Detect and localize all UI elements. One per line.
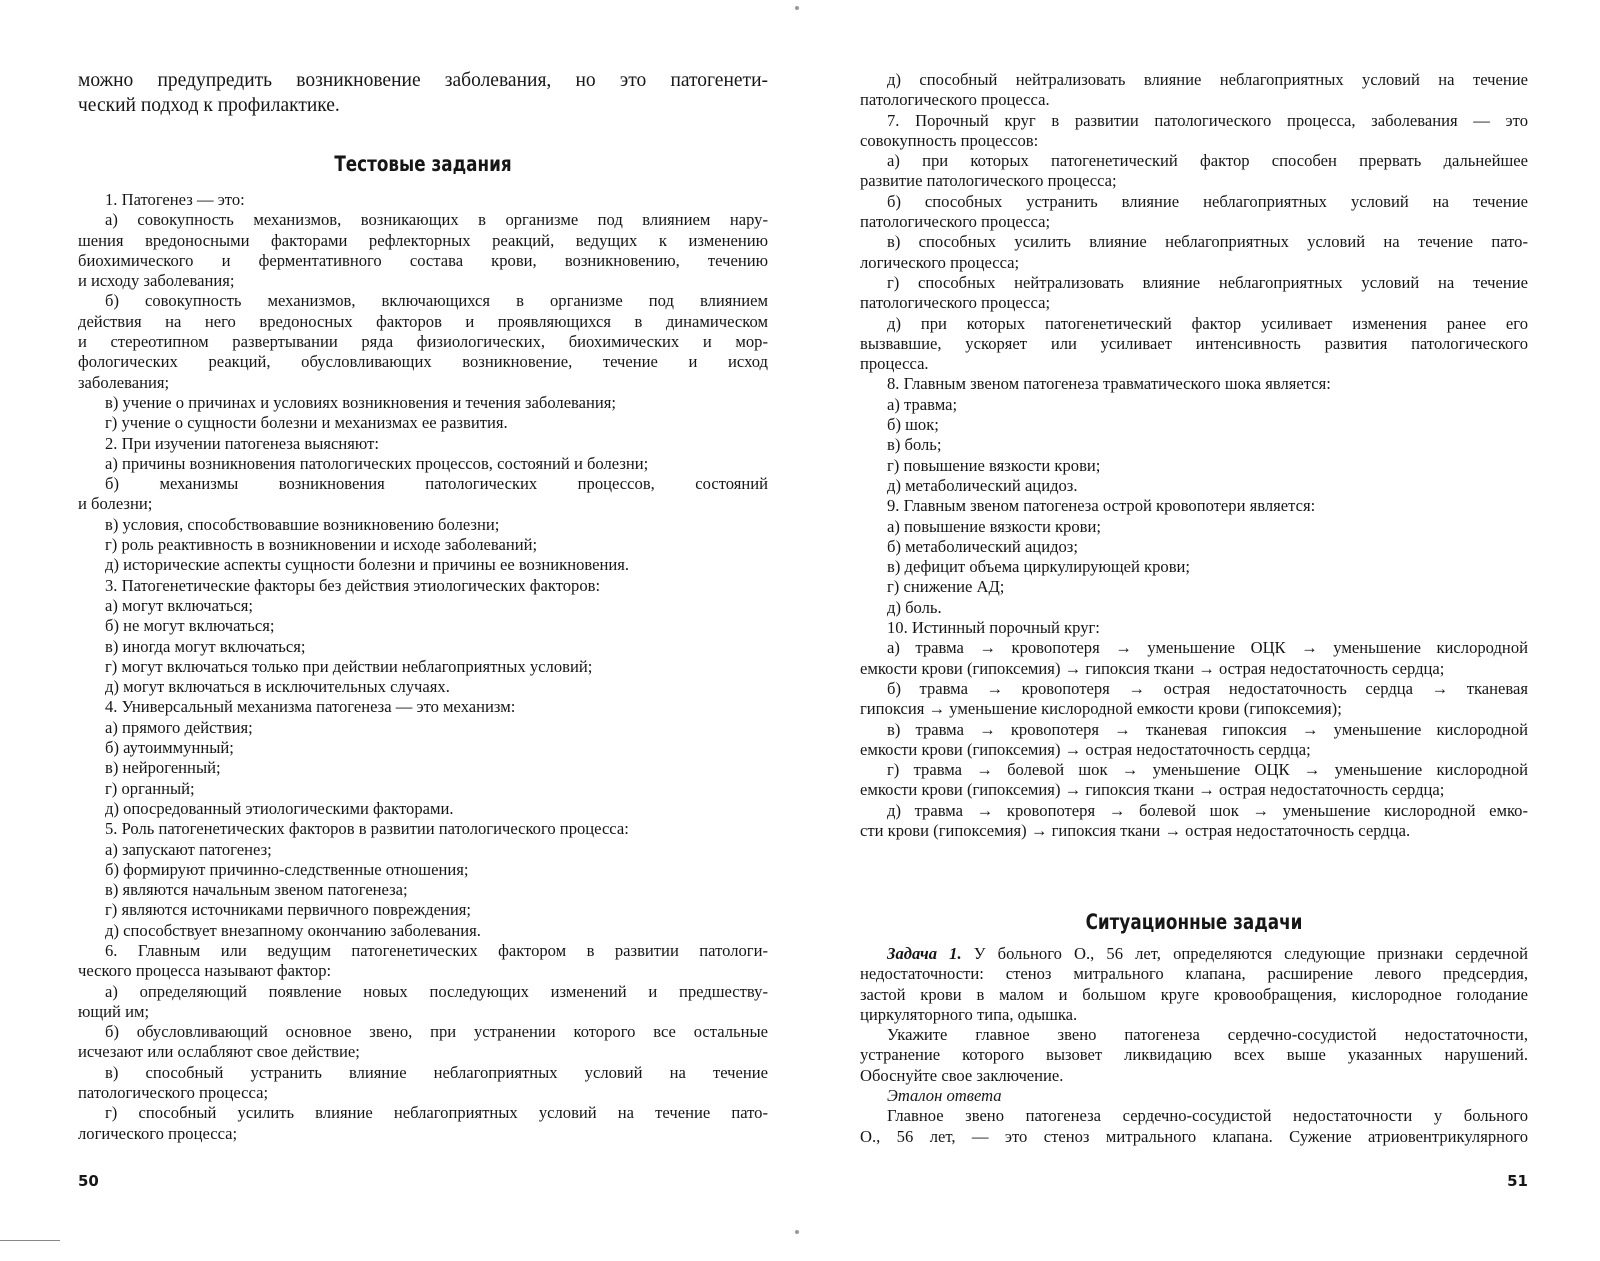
text-line: исчезают или ослабляют свое действие; [78,1042,360,1062]
text-line: 9. Главным звеном патогенеза острой кровопотери является: [887,496,1316,516]
text-line: в) боль; [887,435,942,455]
text-line: логического процесса; [860,252,1020,272]
text-line: б) шок; [887,415,939,435]
text-line: в) являются начальным звеном патогенеза; [105,880,408,900]
right-page [860,0,1528,1261]
text-line: а) травма → кровопотеря → уменьшение ОЦК → уменьшение кислородной [887,638,1528,658]
text-line: Укажите главное звено патогенеза сердечно-сосудистой недостаточности, [887,1025,1528,1045]
page-number-left: 50 [78,1172,99,1190]
text-line: действия на него вредоносных факторов и проявляющихся в динамическом [78,311,768,331]
text-line: д) опосредованный этиологическими факторами. [105,798,454,818]
text-line: 5. Роль патогенетических факторов в развитии патологического процесса: [105,819,629,839]
text-line: патологического процесса; [860,293,1051,313]
text-line: недостаточности: стеноз митрального клапана, расширение левого предсердия, [860,964,1528,984]
text-line: сти крови (гипоксемия) → гипоксия ткани → острая недостаточность сердца. [860,820,1411,840]
text-line: фологических реакций, обусловливающих возникновение, течение и исход [78,352,768,372]
text-line: устранение которого вызовет ликвидацию всех выше указанных нарушений. [860,1045,1528,1065]
text-line: д) боль. [887,597,942,617]
text-line: д) исторические аспекты сущности болезни и причины ее возникновения. [105,555,630,575]
text-line: 6. Главным или ведущим патогенетических фактором в развитии патологи- [105,940,768,960]
gutter-mark-bottom [795,1230,799,1234]
text-line: в) дефицит объема циркулирующей крови; [887,557,1191,577]
text-line: застой крови в малом и большом круге кровообращения, кислородное голодание [860,984,1528,1004]
text-line: г) снижение АД; [887,577,1005,597]
scan-edge-line [0,1240,60,1241]
text-line: 1. Патогенез — это: [105,190,245,209]
text-line: емкости крови (гипоксемия) → гипоксия ткани → острая недостаточность сердца; [860,658,1445,678]
text-line: 10. Истинный порочный круг: [887,618,1100,638]
left-page [78,0,768,1261]
text-line: а) совокупность механизмов, возникающих в организме под влиянием нару- [105,210,768,230]
text-line: Эталон ответа [887,1086,1002,1106]
page-number-right: 51 [1507,1172,1528,1190]
section-heading-situational-tasks: Ситуационные задачи [1085,910,1303,934]
test-questions-continued-block [860,70,1528,841]
text-line [860,944,1528,964]
text-line: б) механизмы возникновения патологических процессов, состояний [105,474,768,494]
text-line: и стереотипном развертывании ряда физиологических, биохимических и мор- [78,332,768,352]
text-line: г) способных нейтрализовать влияние неблагоприятных условий на течение [887,272,1528,292]
text-line: а) прямого действия; [105,717,253,737]
section-heading-test-tasks: Тестовые задания [334,152,512,176]
text-line: г) повышение вязкости крови; [887,455,1101,475]
text-line: Главное звено патогенеза сердечно-сосудистой недостаточности у больного [887,1106,1528,1126]
text-line: г) органный; [105,778,195,798]
text-line: в) травма → кровопотеря → тканевая гипоксия → уменьшение кислородной [887,719,1528,739]
gutter-mark-top [795,6,799,10]
task-1-block [860,944,1528,1147]
text-line: Обоснуйте свое заключение. [860,1065,1064,1085]
text-line: совокупность процессов: [860,130,1039,150]
text-line: биохимического и ферментативного состава крови, возникновению, течению [78,250,768,270]
text-line: д) травма → кровопотеря → болевой шок → уменьшение кислородной емко- [887,800,1528,820]
text-line: емкости крови (гипоксемия) → гипоксия ткани → острая недостаточность сердца; [860,780,1445,800]
text-line: шения вредоносными факторами рефлекторных реакций, ведущих к изменению [78,230,768,250]
intro-line: можно предупредить возникновение заболевания, но это патогенети- [78,70,768,91]
text-line: в) нейрогенный; [105,758,221,778]
text-line: г) могут включаться только при действии неблагоприятных условий; [105,656,593,676]
text-line: б) не могут включаться; [105,616,275,636]
text-line: патологического процесса; [78,1083,269,1103]
text-line: д) при которых патогенетический фактор усиливает изменения ранее его [887,313,1528,333]
text-line: 2. При изучении патогенеза выясняют: [105,433,379,453]
text-line: логического процесса; [78,1123,238,1143]
text-line: ческого процесса называют фактор: [78,961,332,981]
text-line: д) способный нейтрализовать влияние неблагоприятных условий на течение [887,70,1528,89]
text-line: б) обусловливающий основное звено, при устранении которого все остальные [105,1022,768,1042]
text-line: патологического процесса. [860,90,1050,110]
text-line: б) способных устранить влияние неблагоприятных условий на течение [887,191,1528,211]
text-line: развитие патологического процесса; [860,171,1117,191]
text-line: а) травма; [887,394,958,414]
text-line: а) причины возникновения патологических процессов, состояний и болезни; [105,453,649,473]
text-line: д) могут включаться в исключительных случаях. [105,677,450,697]
text-line: гипоксия → уменьшение кислородной емкости крови (гипоксемия); [860,699,1342,719]
text-line: б) аутоиммунный; [105,738,234,758]
text-line: емкости крови (гипоксемия) → острая недостаточность сердца; [860,739,1311,759]
text-line: г) роль реактивность в возникновении и исходе заболеваний; [105,535,538,555]
text-line: г) учение о сущности болезни и механизмах ее развития. [105,413,508,433]
intro-paragraph [78,68,768,118]
text-line: д) способствует внезапному окончанию заболевания. [105,920,481,940]
text-line: циркуляторного типа, одышка. [860,1004,1078,1024]
text-line: а) при которых патогенетический фактор способен прервать дальнейшее [887,151,1528,171]
text-line: ющий им; [78,1001,150,1021]
task-text: У больного О., 56 лет, определяются следующие признаки сердечной [961,944,1528,963]
task-label: Задача 1. [887,944,962,963]
text-line: процесса. [860,354,929,374]
text-line: в) условия, способствовавшие возникновению болезни; [105,514,500,534]
text-line: вызвавшие, ускоряет или усиливает интенсивность развития патологического [860,333,1528,353]
text-line: в) учение о причинах и условиях возникновения и течения заболевания; [105,392,617,412]
text-line: патологического процесса; [860,212,1051,232]
text-line: 8. Главным звеном патогенеза травматического шока является: [887,374,1331,394]
text-line: а) повышение вязкости крови; [887,516,1101,536]
text-line: и исходу заболевания; [78,271,235,291]
text-line: 4. Универсальный механизма патогенеза — это механизм: [105,697,516,717]
text-line: г) способный усилить влияние неблагоприятных условий на течение пато- [105,1103,768,1123]
text-line: в) способных усилить влияние неблагоприятных условий на течение пато- [887,232,1528,252]
text-line: б) совокупность механизмов, включающихся в организме под влиянием [105,291,768,311]
text-line: б) травма → кровопотеря → острая недостаточность сердца → тканевая [887,678,1528,698]
text-line: а) могут включаться; [105,595,253,615]
text-line: 7. Порочный круг в развитии патологического процесса, заболевания — это [887,110,1528,130]
text-line: а) запускают патогенез; [105,839,272,859]
text-line: заболевания; [78,372,170,392]
text-line: б) метаболический ацидоз; [887,536,1078,556]
text-line: О., 56 лет, — это стеноз митрального клапана. Сужение атриовентрикулярного [860,1126,1528,1146]
text-line: а) определяющий появление новых последующих изменений и предшеству- [105,981,768,1001]
text-line: д) метаболический ацидоз. [887,475,1078,495]
text-line: б) формируют причинно-следственные отношения; [105,859,469,879]
text-line: в) иногда могут включаться; [105,636,306,656]
text-line: и болезни; [78,494,153,514]
text-line: г) травма → болевой шок → уменьшение ОЦК → уменьшение кислородной [887,760,1528,780]
text-line: 3. Патогенетические факторы без действия этиологических факторов: [105,575,601,595]
text-line: г) являются источниками первичного повреждения; [105,900,471,920]
text-line: в) способный устранить влияние неблагоприятных условий на течение [105,1062,768,1082]
test-questions-block [78,190,768,1144]
intro-line: ческий подход к профилактике. [78,95,340,116]
